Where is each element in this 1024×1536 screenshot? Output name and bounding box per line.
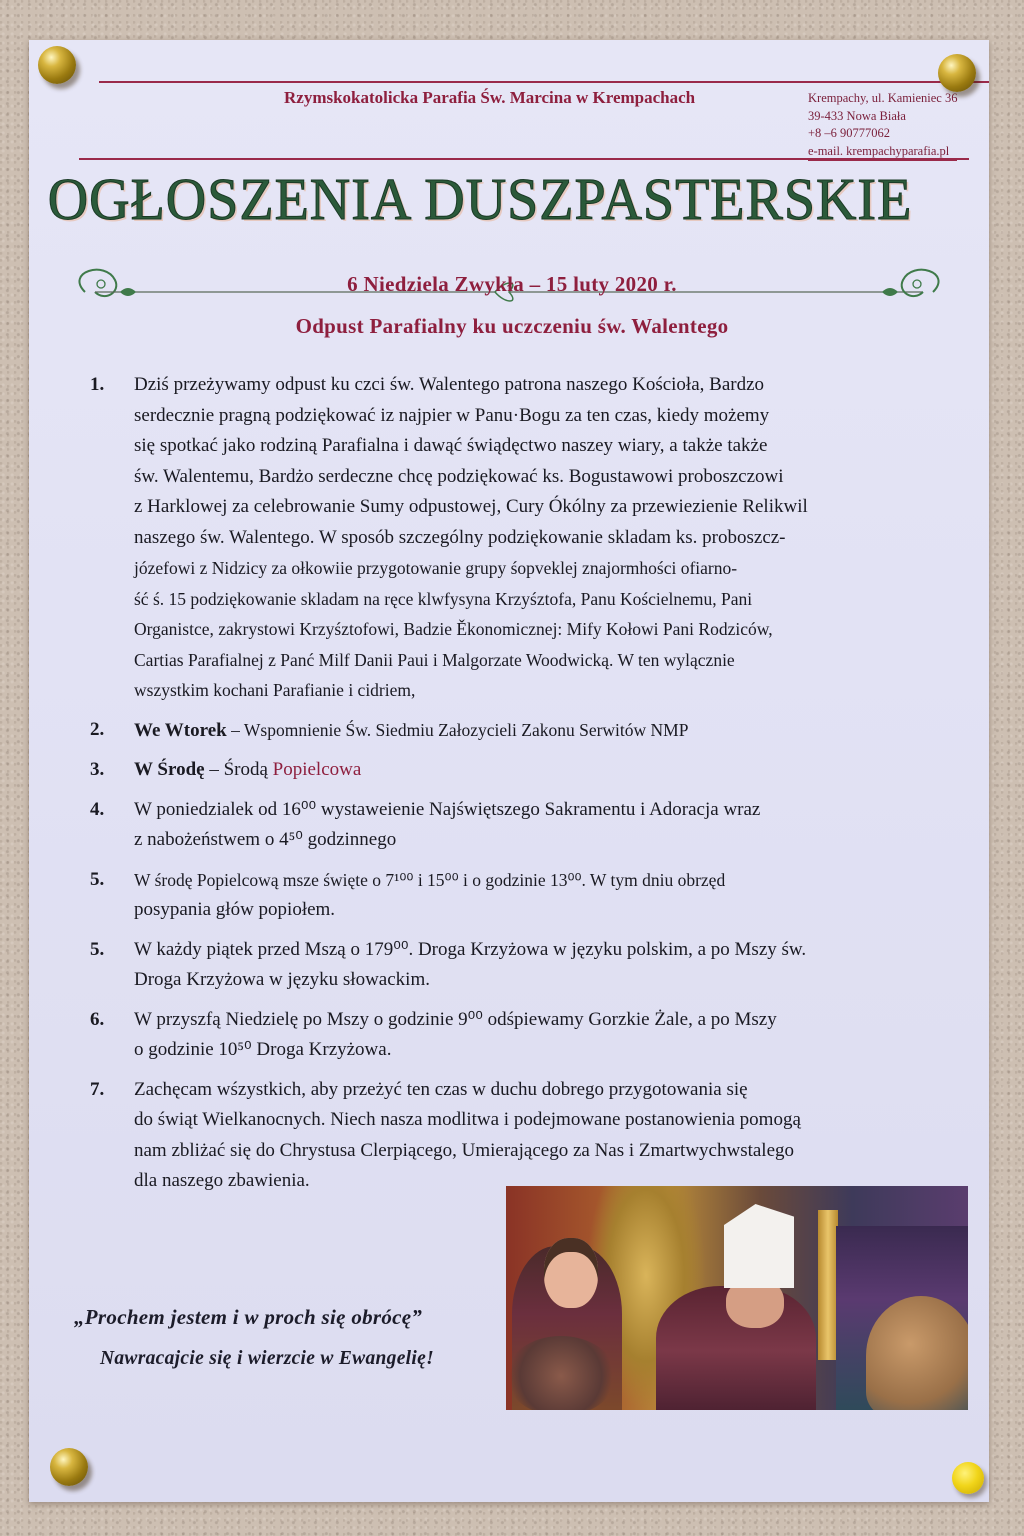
item-number: 6. xyxy=(90,1008,105,1030)
text-line: Cartias Parafialnej z Panć Milf Danii Paui i Malgorzate Woodwicką. W ten wylącznie xyxy=(134,649,735,670)
item-number: 5. xyxy=(90,868,105,890)
item-number: 4. xyxy=(90,798,105,820)
text-line: z nabożeństwem o 4⁵⁰ godzinnego xyxy=(134,829,397,850)
text-line: posypania głów popiołem. xyxy=(134,899,336,920)
text-line: św. Walentemu, Bardżo serdeczne chcę podziękować ks. Bogustawowi proboszczowi xyxy=(134,465,784,487)
text-line: do świąt Wielkanocnych. Niech nasza modlitwa i podejmowane postanowienia pomogą xyxy=(134,1109,801,1130)
header-top-rule xyxy=(99,81,989,83)
announcement-5b xyxy=(90,935,960,996)
mitre xyxy=(724,1204,794,1288)
item-number: 7. xyxy=(90,1078,105,1100)
text-line: Organistce, zakrystowi Krzyśztofowi, Badzie Ěkonomicznej: Mify Kołowi Pani Rodziców, xyxy=(134,619,773,639)
paschal-candle xyxy=(818,1210,838,1360)
text-line: józefowi z Nidzicy za ołkowiie przygotowanie grupy śopveklej znajormhości ofiarno- xyxy=(134,558,738,578)
foreground-congregant xyxy=(506,1336,616,1410)
text-line: W przyszfą Niedzielę po Mszy o godzinie 9⁰⁰ odśpiewamy Gorzkie Żale, a po Mszy xyxy=(134,1008,777,1030)
item-highlight: Popielcowa xyxy=(272,759,362,780)
item-number: 2. xyxy=(90,718,105,740)
item-number: 1. xyxy=(90,374,105,395)
parish-name: Rzymskokatolicka Parafia Św. Marcina w Krempachach xyxy=(284,88,696,107)
text-line: W każdy piątek przed Mszą o 179⁰⁰. Droga Krzyżowa w języku polskim, a po Mszy św. xyxy=(134,938,807,960)
brass-pin-icon xyxy=(38,46,76,84)
text-line: się spotkać jako rodziną Parafialna i dawąć świądęctwo naszey wiary, a także także xyxy=(134,435,768,456)
item-day: W Środę xyxy=(134,759,205,780)
item-number: 5. xyxy=(90,938,105,960)
announcement-2 xyxy=(90,715,960,747)
contact-email: e-mail. krempachyparafia.pl xyxy=(808,143,957,162)
text-line: W środę Popielcową msze święte o 7¹⁰⁰ i 15⁰⁰ i o godzinie 13⁰⁰. W tym dniu obrzęd xyxy=(134,869,726,890)
text-line: dla naszego zbawienia. xyxy=(134,1170,310,1191)
yellow-pin-icon xyxy=(952,1462,984,1494)
quote-line-2: Nawracajcie się i wierzcie w Ewangelię! xyxy=(100,1348,434,1369)
parish-contact xyxy=(808,90,957,161)
announcement-4 xyxy=(90,795,960,856)
occasion-line: Odpust Parafialny ku uczczeniu św. Walentego xyxy=(295,314,729,338)
congregant-figure xyxy=(866,1296,968,1410)
item-day: We Wtorek xyxy=(134,719,227,741)
text-line: W poniedzialek od 16⁰⁰ wystaweienie Najświętszego Sakramentu i Adoracja wraz xyxy=(134,798,761,820)
announcement-6 xyxy=(90,1005,960,1066)
text-line: z Harklowej za celebrowanie Sumy odpustowej, Cury Ókólny za przewiezienie Relikwil xyxy=(134,496,808,517)
announcement-5a xyxy=(90,865,960,926)
text-line: o godzinie 10⁵⁰ Droga Krzyżowa. xyxy=(134,1039,392,1060)
page-title: OGŁOSZENIA DUSZPASTERSKIE xyxy=(47,167,913,233)
announcement-1 xyxy=(90,370,960,706)
ash-wednesday-photo xyxy=(506,1186,968,1410)
priest-head xyxy=(544,1238,598,1308)
text-line: Dziś przeżywamy odpust ku czci św. Walentego patrona naszego Kościoła, Bardzo xyxy=(134,374,765,395)
text-line: Droga Krzyżowa w języku słowackim. xyxy=(134,969,430,990)
date-line: 6 Niedziela Zwykła – 15 luty 2020 r. xyxy=(347,272,677,296)
announcement-3 xyxy=(90,755,960,786)
text-line: nam zbliżać się do Chrystusa Clerpiącego, Umierającego za Nas i Zmartwychwstalego xyxy=(134,1139,795,1161)
contact-postal: 39-433 Nowa Biała xyxy=(808,108,906,123)
contact-phone: +8 –6 90777062 xyxy=(808,126,891,140)
item-number: 3. xyxy=(90,759,105,780)
contact-address: Krempachy, ul. Kamieniec 36 xyxy=(808,91,958,105)
announcement-7 xyxy=(90,1075,960,1197)
text-line: ść ś. 15 podziękowanie skladam na ręce klwfysyna Krzyśztofa, Panu Kościelnemu, Pani xyxy=(134,588,753,609)
text-line: serdecznie pragną podziękować iz najpier w Panu·Bogu za ten czas, kiedy możemy xyxy=(134,404,770,426)
item-text: – Wspomnienie Św. Siedmiu Załozycieli Zakonu Serwitów NMP xyxy=(226,719,689,740)
text-line: wszystkim kochani Parafianie i cidriem, xyxy=(134,680,416,700)
announcement-list xyxy=(90,370,960,1197)
brass-pin-icon xyxy=(50,1448,88,1486)
brass-pin-icon xyxy=(938,54,976,92)
quote-line-1: „Prochem jestem i w proch się obrócę” xyxy=(74,1305,423,1329)
item-text: – Środą xyxy=(204,759,273,780)
text-line: naszego św. Walentego. W sposób szczególny podziękowanie skladam ks. proboszcz- xyxy=(134,526,786,548)
text-line: Zachęcam wśzystkich, aby przeżyć ten czas w duchu dobrego przygotowania się xyxy=(134,1078,748,1100)
